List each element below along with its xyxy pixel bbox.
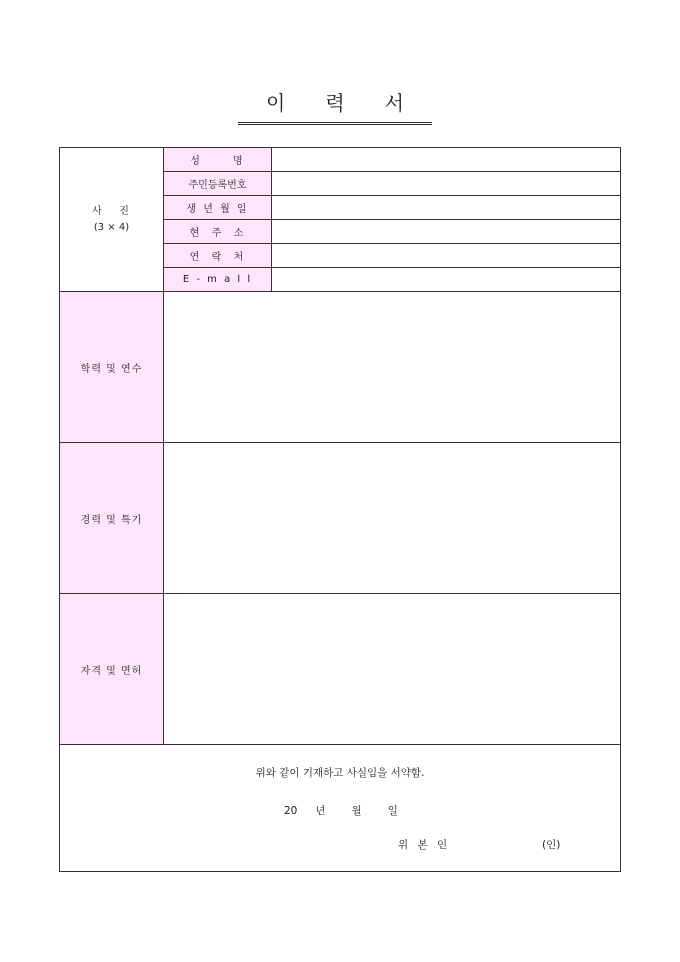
date-year: 20 bbox=[284, 805, 298, 817]
contact-field[interactable] bbox=[272, 244, 621, 268]
seal-mark[interactable]: (인) bbox=[542, 839, 561, 851]
career-field[interactable] bbox=[164, 443, 621, 594]
email-label: E - m a l l bbox=[164, 268, 272, 292]
education-field[interactable] bbox=[164, 292, 621, 443]
contact-label: 연 락 처 bbox=[164, 244, 272, 268]
name-field[interactable] bbox=[272, 148, 621, 172]
resident-number-field[interactable] bbox=[272, 172, 621, 196]
education-label: 학력 및 연수 bbox=[60, 292, 164, 443]
date-year-unit: 년 bbox=[315, 805, 326, 817]
date-day-unit: 일 bbox=[387, 805, 398, 817]
declaration-area bbox=[60, 745, 621, 872]
license-label: 자격 및 면허 bbox=[60, 594, 164, 745]
address-label: 현 주 소 bbox=[164, 220, 272, 244]
resume-form bbox=[59, 147, 621, 872]
address-field[interactable] bbox=[272, 220, 621, 244]
date-month-unit: 월 bbox=[351, 805, 362, 817]
license-field[interactable] bbox=[164, 594, 621, 745]
title-char-2: 력 bbox=[325, 91, 345, 115]
title-char-1: 이 bbox=[266, 91, 286, 115]
email-field[interactable] bbox=[272, 268, 621, 292]
birthdate-label: 생 년 월 일 bbox=[164, 196, 272, 220]
career-label: 경력 및 특기 bbox=[60, 443, 164, 594]
title-char-3: 서 bbox=[384, 91, 404, 115]
photo-box[interactable] bbox=[60, 148, 164, 292]
resident-number-label: 주민등록번호 bbox=[164, 172, 272, 196]
declaration-text: 위와 같이 기재하고 사실임을 서약함. bbox=[255, 767, 425, 779]
photo-label: 사 진 bbox=[92, 205, 131, 217]
birthdate-field[interactable] bbox=[272, 196, 621, 220]
name-label: 성 명 bbox=[164, 148, 272, 172]
photo-size: (3 × 4) bbox=[93, 221, 130, 233]
date-line bbox=[284, 803, 424, 818]
document-title bbox=[238, 88, 432, 125]
signer-label: 위 본 인 bbox=[398, 839, 451, 851]
